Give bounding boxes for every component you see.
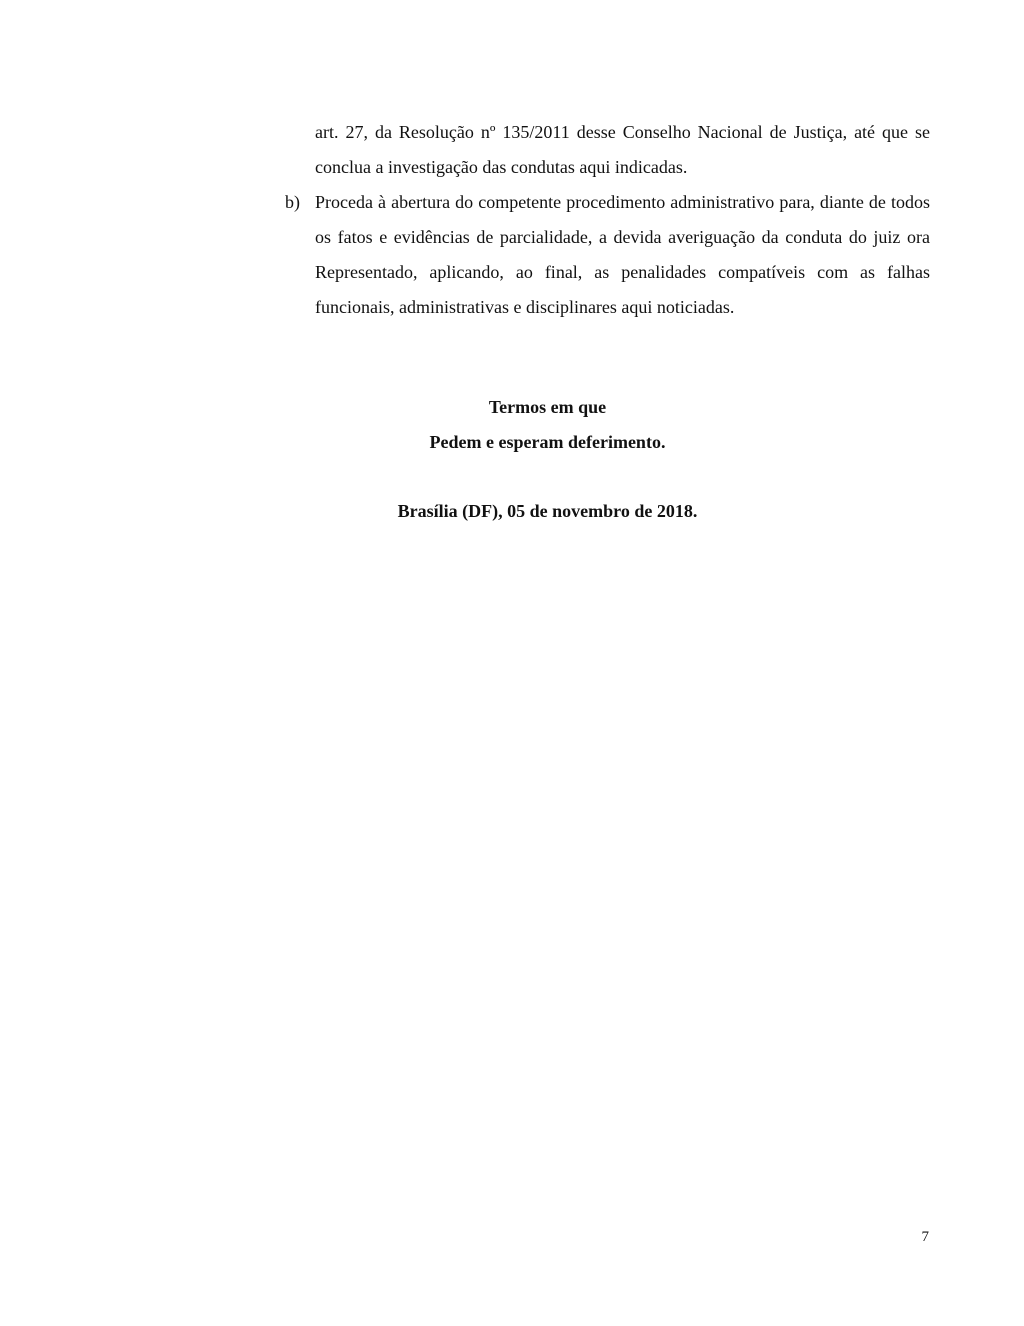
list-item-text: Proceda à abertura do competente procedimento administrativo para, diante de todos os fatos e evidências de parcialidade, a devida averiguação da conduta do juiz ora Representado, aplicando, ao final, as penalidades compatíveis com as falhas funcionais, administrativas e disciplinares aqui noticiadas.	[315, 192, 930, 317]
page-number: 7	[921, 1229, 929, 1245]
closing-line-request: Pedem e esperam deferimento.	[429, 432, 666, 452]
continuation-paragraph: art. 27, da Resolução nº 135/2011 desse Conselho Nacional de Justiça, até que se conclua a investigação das condutas aqui indicadas.	[315, 122, 930, 177]
list-item	[285, 185, 930, 325]
list-item-marker: b)	[285, 192, 300, 212]
body-text	[285, 115, 930, 325]
place-and-date: Brasília (DF), 05 de novembro de 2018.	[397, 501, 698, 521]
closing-line-terms: Termos em que	[488, 397, 607, 417]
